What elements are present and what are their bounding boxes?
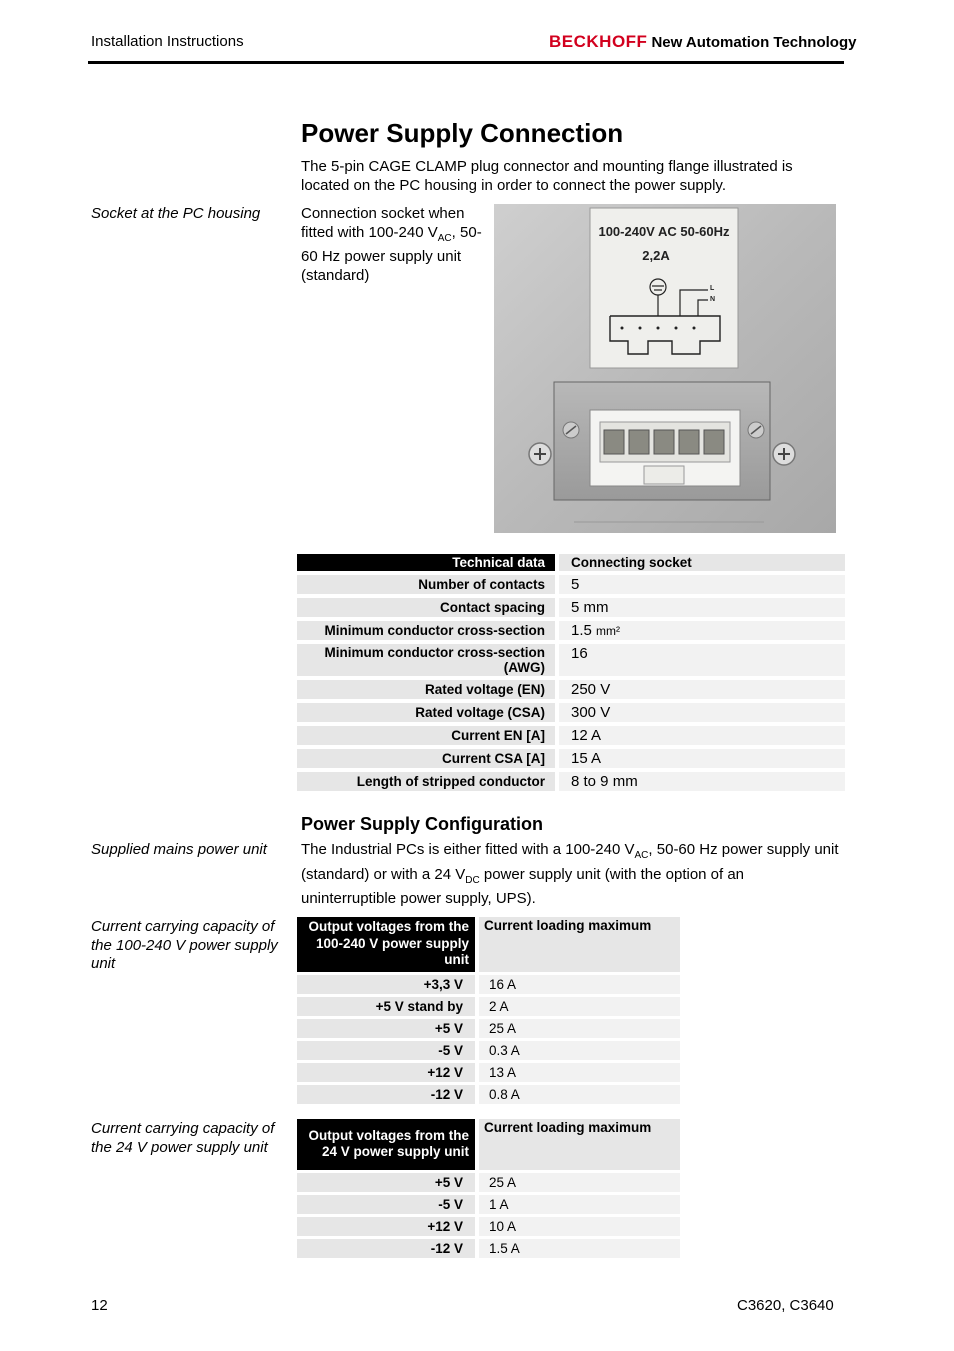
row-value: 13 A — [475, 1063, 680, 1082]
header-output-voltages: Output voltages from the 24 V power supply unit — [297, 1119, 475, 1170]
row-label: +5 V — [297, 1019, 475, 1038]
row-label: Length of stripped conductor — [297, 772, 555, 791]
brand-logo — [549, 32, 856, 52]
table-row — [297, 1085, 680, 1104]
header-current-loading: Current loading maximum — [475, 917, 680, 972]
photo-N-mark: N — [710, 296, 716, 303]
table-row — [297, 621, 845, 640]
row-value: 8 to 9 mm — [555, 772, 845, 791]
table-row — [297, 598, 845, 617]
row-label: Minimum conductor cross-section — [297, 621, 555, 640]
row-label: +12 V — [297, 1063, 475, 1082]
table-row — [297, 997, 680, 1016]
table-row — [297, 975, 680, 994]
intro-paragraph: The 5-pin CAGE CLAMP plug connector and mounting flange illustrated is located on the PC housing in order to connect the power supply. — [301, 158, 793, 194]
socket-caption: Connection socket when fitted with 100-240 $V_{AC}$, 50-60 Hz power supply unit (standard) — [301, 205, 482, 284]
table-row — [297, 1173, 680, 1192]
config-side-label: Supplied mains power unit — [91, 841, 267, 858]
row-label: Rated voltage (CSA) — [297, 703, 555, 722]
config-heading: Power Supply Configuration — [301, 814, 543, 834]
table-row — [297, 575, 845, 594]
header-connecting-socket: Connecting socket — [555, 554, 845, 571]
header-rule — [88, 61, 844, 64]
header-section-title: Installation Instructions — [91, 33, 244, 50]
row-value: 300 V — [555, 703, 845, 722]
photo-current-label: 2,2A — [642, 248, 670, 263]
table-row — [297, 749, 845, 768]
header-current-loading: Current loading maximum — [475, 1119, 680, 1170]
row-value: 16 A — [475, 975, 680, 994]
row-label: +5 V stand by — [297, 997, 475, 1016]
brand-tagline: New Automation Technology — [651, 34, 857, 51]
table-row — [297, 772, 845, 791]
current-table-100-240 — [297, 914, 680, 1107]
brand-name: BECKHOFF — [549, 32, 648, 51]
table-header-row — [297, 917, 680, 972]
row-value: 15 A — [555, 749, 845, 768]
row-value: 12 A — [555, 726, 845, 745]
row-value: 5 mm — [555, 598, 845, 617]
table-row — [297, 726, 845, 745]
table-header-row — [297, 554, 845, 571]
row-label: -5 V — [297, 1195, 475, 1214]
table-row — [297, 1019, 680, 1038]
row-value: 1.5 A — [475, 1239, 680, 1258]
technical-data-table — [297, 550, 845, 795]
row-value: 2 A — [475, 997, 680, 1016]
table-row — [297, 680, 845, 699]
row-label: Number of contacts — [297, 575, 555, 594]
row-label: -12 V — [297, 1239, 475, 1258]
row-label: +3,3 V — [297, 975, 475, 994]
row-label: Current EN [A] — [297, 726, 555, 745]
row-value: 1.5 mm² — [555, 621, 845, 640]
current-table-24v — [297, 1116, 680, 1261]
page-number: 12 — [91, 1297, 108, 1314]
row-value: 10 A — [475, 1217, 680, 1236]
row-label: Contact spacing — [297, 598, 555, 617]
row-label: +5 V — [297, 1173, 475, 1192]
table-row — [297, 1239, 680, 1258]
header-output-voltages: Output voltages from the 100-240 V power supply unit — [297, 917, 475, 972]
model-number: C3620, C3640 — [737, 1297, 834, 1314]
header-technical-data: Technical data — [297, 554, 555, 571]
row-label: -5 V — [297, 1041, 475, 1060]
table-header-row — [297, 1119, 680, 1170]
socket-photo — [494, 204, 836, 533]
socket-side-label: Socket at the PC housing — [91, 205, 261, 222]
page-title: Power Supply Connection — [301, 118, 624, 148]
table-row — [297, 1217, 680, 1236]
table-row — [297, 644, 845, 676]
row-label: Minimum conductor cross-section (AWG) — [297, 644, 555, 676]
row-label: Rated voltage (EN) — [297, 680, 555, 699]
config-paragraph: The Industrial PCs is either fitted with a 100-240 $V_{AC}$, 50-60 Hz power supply unit (standard) or with a 24 $V_{DC}$ power supply unit (with the option of an uninterruptible power supply, UPS). — [301, 841, 839, 907]
table-row — [297, 1041, 680, 1060]
row-value: 0.8 A — [475, 1085, 680, 1104]
row-value: 25 A — [475, 1019, 680, 1038]
table-row — [297, 703, 845, 722]
table-row — [297, 1195, 680, 1214]
row-value: 1 A — [475, 1195, 680, 1214]
row-value: 0.3 A — [475, 1041, 680, 1060]
table-24v-side-label: Current carrying capacity of the 24 V power supply unit — [91, 1120, 275, 1156]
table-100-240-side-label: Current carrying capacity of the 100-240 V power supply unit — [91, 918, 278, 972]
photo-rating-label: 100-240V AC 50-60Hz — [598, 224, 730, 239]
row-value: 5 — [555, 575, 845, 594]
photo-L-mark: L — [710, 285, 715, 292]
row-value: 25 A — [475, 1173, 680, 1192]
row-value: 250 V — [555, 680, 845, 699]
row-label: Current CSA [A] — [297, 749, 555, 768]
row-label: +12 V — [297, 1217, 475, 1236]
row-label: -12 V — [297, 1085, 475, 1104]
row-value: 16 — [555, 644, 845, 676]
table-row — [297, 1063, 680, 1082]
